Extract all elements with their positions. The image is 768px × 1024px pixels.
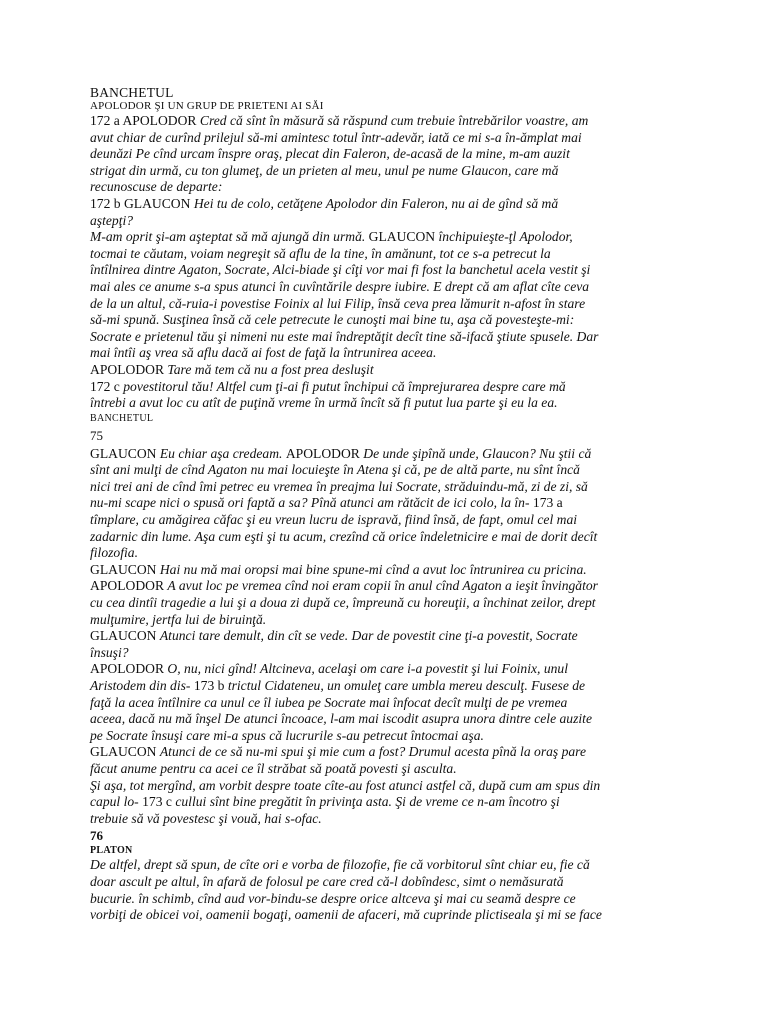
- text-line: [90, 345, 690, 362]
- text-segment: capul lo-: [90, 794, 143, 810]
- text-segment: povestitorul tău! Altfel cum ţi-ai fi putut închipui că împrejurarea despre care mă: [123, 378, 566, 394]
- text-segment: recunoscuse de departe:: [90, 179, 223, 195]
- text-line: [90, 279, 690, 296]
- text-line: [90, 479, 690, 496]
- text-line: [90, 213, 690, 230]
- text-segment: Cred că sînt în măsură să răspund cum trebuie întrebărilor voastre, am: [199, 113, 589, 128]
- text-segment: Hai nu mă mai oropsi mai bine spune-mi cînd a avut loc întrunirea cu pricina.: [159, 561, 587, 577]
- text-segment: 172 b GLAUCON: [90, 195, 194, 211]
- text-segment: 173 c: [142, 794, 176, 810]
- text-line: [90, 545, 690, 562]
- text-segment: APOLODOR: [90, 578, 168, 594]
- text-line: [90, 446, 690, 463]
- text-segment: cullui sînt bine pregătit în privinţa asta. Şi de vreme ce n-am încotro şi: [175, 794, 560, 810]
- text-segment: deunăzi Pe cînd urcam înspre oraş, plecat din Faleron, de-acasă de la mine, m-am auzit: [90, 146, 570, 162]
- text-segment: GLAUCON: [90, 744, 160, 760]
- text-segment: cu cea dintîi tragedie a lui şi a doua zi după ce, împreună cu horeuţii, a închinat zeilor, drept: [90, 595, 596, 611]
- text-line: [90, 857, 690, 874]
- text-line: [90, 329, 690, 346]
- text-segment: Socrate e prietenul tău şi nimeni nu este mai îndreptăţit decît tine să-ifacă ştiute spusele. Dar: [90, 328, 599, 344]
- paragraph-1: [90, 113, 690, 196]
- text-line: [90, 628, 690, 645]
- paragraph-11: [90, 744, 690, 777]
- text-segment: strigat din urmă, cu ton glumeţ, de un prieten al meu, unul pe nume Glaucon, care mă: [90, 162, 559, 178]
- text-segment: APOLODOR: [90, 661, 168, 677]
- text-line: [90, 794, 690, 811]
- text-segment: Tare mă tem că nu a fost prea desluşit: [167, 361, 374, 377]
- text-segment: zadarnic din lume. Aşa cum eşti şi tu acum, crezînd că orice îndeletnicire e mai de dorit decît: [90, 528, 598, 544]
- text-segment: Atunci tare demult, din cît se vede. Dar de povestit cine ţi-a povestit, Socrate: [159, 628, 578, 644]
- text-segment: 173 b: [193, 678, 228, 693]
- text-segment: mulţumire, jertfa lui de biruinţă.: [90, 611, 267, 627]
- text-line: [90, 811, 690, 828]
- text-segment: De altfel, drept să spun, de cîte ori e vorba de filozofie, fie că vorbitorul sînt chiar eu, fie că: [90, 857, 590, 873]
- text-line: [90, 146, 690, 163]
- text-line: [90, 728, 690, 745]
- text-segment: mai întîi aş vrea să aflu dacă ai fost de faţă la întrunirea aceea.: [90, 345, 437, 361]
- text-line: [90, 645, 690, 662]
- document-title: BANCHETUL: [90, 85, 174, 100]
- paragraph-10: [90, 661, 690, 744]
- text-segment: Şi aşa, tot mergînd, am vorbit despre toate cîte-au fost atunci astfel că, după cum am spus din: [90, 777, 601, 793]
- page-number: 75: [90, 427, 103, 443]
- paragraph-12: [90, 778, 690, 828]
- text-segment: GLAUCON: [90, 445, 160, 461]
- text-line: [90, 578, 690, 595]
- text-line: [90, 761, 690, 778]
- text-segment: trebuie să vă povestesc şi vouă, hai s-ofac.: [90, 810, 322, 826]
- text-segment: 173 a: [532, 495, 563, 511]
- running-header: PLATON: [90, 845, 133, 857]
- text-line: [90, 907, 690, 924]
- text-segment: închipuieşte-ţl Apolodor,: [438, 229, 573, 245]
- text-segment: tocmai te căutam, voiam negreşit să aflu de la tine, în amănunt, tot ce s-a petrecut la: [90, 245, 551, 261]
- text-segment: M-am oprit şi-am aşteptat să mă ajungă din urmă.: [90, 229, 369, 245]
- paragraph-5: [90, 379, 690, 412]
- text-line: [90, 495, 690, 512]
- text-segment: aceea, dacă nu mă înşel De atunci încoace, l-am mai iscodit asupra unora dintre cele auzite: [90, 711, 592, 727]
- text-line: [90, 678, 690, 695]
- text-segment: O, nu, nici gînd! Altcineva, acelaşi om care i-a povestit şi lui Foinix, unul: [167, 661, 568, 677]
- text-segment: sînt ani mulţi de cînd Agaton nu mai locuieşte în Atena şi că, pe de altă parte, nu sînt încă: [90, 462, 580, 478]
- text-line: [90, 595, 690, 612]
- text-segment: întrebi a avut loc cu atît de puţină vreme în urmă încît să fi putut lua parte şi eu la ea.: [90, 395, 558, 411]
- paragraph-6: [90, 446, 690, 562]
- text-segment: Hei tu de colo, cetăţene Apolodor din Faleron, nu ai de gînd să mă: [193, 195, 559, 211]
- text-line: [90, 262, 690, 279]
- text-segment: De unde şipînă unde, Glaucon? Nu ştii că: [363, 445, 592, 461]
- text-segment: GLAUCON: [90, 561, 160, 577]
- text-line: [90, 711, 690, 728]
- text-line: [90, 113, 690, 130]
- text-line: [90, 562, 690, 579]
- text-segment: nici trei ani de cînd îmi petrec eu vremea în preajma lui Socrate, străduindu-mă, zi de zi, să: [90, 478, 588, 494]
- text-segment: APOLODOR: [285, 445, 364, 461]
- text-line: [90, 462, 690, 479]
- text-segment: GLAUCON: [90, 628, 160, 644]
- text-line: [90, 612, 690, 629]
- text-line: [90, 379, 690, 396]
- text-line: [90, 130, 690, 147]
- page-number: 76: [90, 828, 103, 844]
- text-segment: Atunci de ce să nu-mi spui şi mie cum a fost? Drumul acesta pînă la oraş pare: [159, 744, 587, 760]
- text-line: [90, 512, 690, 529]
- text-segment: 172 c: [90, 378, 124, 394]
- text-line: [90, 179, 690, 196]
- text-line: [90, 296, 690, 313]
- paragraph-4: [90, 362, 690, 379]
- paragraph-8: [90, 578, 690, 628]
- text-segment: APOLODOR: [90, 361, 168, 377]
- text-line: [90, 661, 690, 678]
- text-segment: pe Socrate însuşi care mi-a spus că lucrurile s-au petrecut întocmai aşa.: [90, 727, 484, 743]
- text-segment: GLAUCON: [368, 229, 439, 245]
- running-header: BANCHETUL: [90, 412, 154, 424]
- text-line: [90, 695, 690, 712]
- text-line: [90, 778, 690, 795]
- text-line: [90, 874, 690, 891]
- document-subtitle: APOLODOR ŞI UN GRUP DE PRIETENI AI SĂI: [90, 100, 324, 112]
- text-segment: de la un altul, că-ruia-i povestise Foinix al lui Filip, însă ceva prea lămurit n-afost în stare: [90, 295, 586, 311]
- text-line: [90, 744, 690, 761]
- text-segment: însuşi?: [90, 644, 129, 660]
- text-segment: trictul Cidateneu, un omuleţ care umbla mereu desculţ. Fusese de: [227, 678, 586, 693]
- paragraph-3: [90, 229, 690, 362]
- text-segment: făcut anume pentru ca acei ce îl străbat să poată povesti şi asculta.: [90, 760, 457, 776]
- text-segment: faţă la acea întîlnire ca unul ce îl iubea pe Socrate mai înfocat decît mulţi de pe vremea: [90, 694, 568, 710]
- text-segment: tîmplare, cu amăgirea căfac şi eu vreun lucru de ispravă, fiind însă, de fapt, omul cel mai: [90, 512, 578, 528]
- text-segment: Eu chiar aşa credeam.: [159, 445, 286, 461]
- text-segment: să-mi spună. Susţinea însă că cele petrecute le cunoşti mai bine tu, aşa că povesteşte-mi:: [90, 312, 575, 328]
- text-line: [90, 395, 690, 412]
- text-segment: 172 a APOLODOR: [90, 113, 200, 128]
- text-segment: întîlnirea dintre Agaton, Socrate, Alci-biade şi cîţi vor mai fi fost la banchetul acela vestit şi: [90, 262, 591, 278]
- text-segment: mai ales ce anume s-a spus atunci în cuvîntările despre iubire. E drept că am aflat cîte ceva: [90, 278, 590, 294]
- text-segment: nu-mi scape nici o spusă ori faptă a sa? Pînă atunci am rătăcit de ici colo, la în-: [90, 495, 533, 511]
- text-segment: avut chiar de curînd prilejul să-mi amintesc totul într-adevăr, iată ce mi s-a în-ămplat mai: [90, 129, 582, 145]
- text-segment: Aristodem din dis-: [90, 678, 194, 693]
- text-segment: bucurie. în schimb, cînd aud vor-bindu-se despre orice altceva şi mai cu seamă despre ce: [90, 890, 576, 906]
- document-page: [90, 85, 690, 924]
- text-line: [90, 312, 690, 329]
- text-segment: aştepţi?: [90, 212, 134, 228]
- text-line: [90, 362, 690, 379]
- text-segment: vorbiţi de obicei voi, oamenii bogaţi, oamenii de afaceri, mă cuprinde plictiseala şi mi se face: [90, 907, 602, 923]
- text-segment: filozofia.: [90, 545, 138, 561]
- text-line: [90, 246, 690, 263]
- text-line: [90, 163, 690, 180]
- text-segment: doar ascult pe altul, în afară de folosul pe care cred că-l dobîndesc, simt o nemăsurată: [90, 873, 564, 889]
- text-line: [90, 529, 690, 546]
- text-line: [90, 196, 690, 213]
- text-line: [90, 891, 690, 908]
- paragraph-7: [90, 562, 690, 579]
- paragraph-9: [90, 628, 690, 661]
- paragraph-2: [90, 196, 690, 229]
- text-segment: A avut loc pe vremea cînd noi eram copii în anul cînd Agaton a ieşit învingător: [167, 578, 598, 594]
- text-line: [90, 229, 690, 246]
- paragraph-13: [90, 857, 690, 923]
